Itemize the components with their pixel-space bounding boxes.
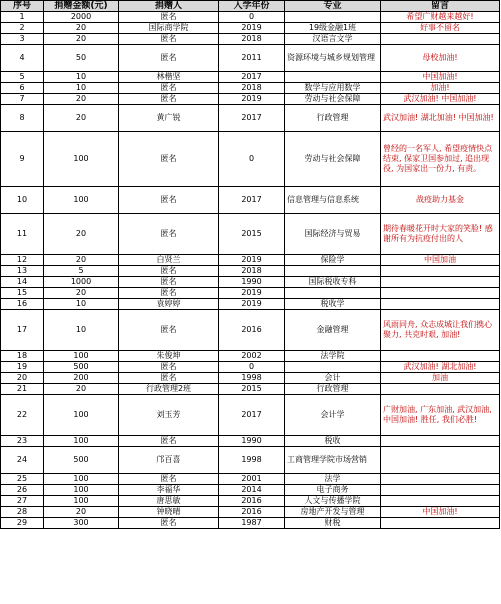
table-row bbox=[1, 436, 500, 447]
cell-major: 税收学 bbox=[285, 299, 381, 310]
cell-no: 17 bbox=[1, 310, 44, 351]
cell-donor: 黄广锐 bbox=[119, 105, 219, 132]
cell-message bbox=[381, 288, 500, 299]
cell-year: 2001 bbox=[219, 474, 285, 485]
header-donor: 捐赠人 bbox=[119, 1, 219, 12]
header-year: 入学年份 bbox=[219, 1, 285, 12]
cell-no: 3 bbox=[1, 34, 44, 45]
cell-donor: 国际商学院 bbox=[119, 23, 219, 34]
cell-amount: 20 bbox=[44, 94, 119, 105]
cell-donor: 匿名 bbox=[119, 83, 219, 94]
cell-amount: 10 bbox=[44, 310, 119, 351]
cell-message: 曾经的一名军人, 希望疫情快点结束, 保家卫国参加过, 追出现役, 为国家出一份力, 有责。 bbox=[381, 132, 500, 187]
cell-no: 29 bbox=[1, 518, 44, 529]
table-row bbox=[1, 310, 500, 351]
cell-no: 18 bbox=[1, 351, 44, 362]
cell-year: 2015 bbox=[219, 214, 285, 255]
cell-message: 武汉加油! 湖北加油! bbox=[381, 362, 500, 373]
cell-year: 2016 bbox=[219, 310, 285, 351]
cell-message bbox=[381, 266, 500, 277]
header-message: 留言 bbox=[381, 1, 500, 12]
cell-donor: 匿名 bbox=[119, 34, 219, 45]
table-row bbox=[1, 496, 500, 507]
cell-major: 信息管理与信息系统 bbox=[285, 187, 381, 214]
cell-no: 28 bbox=[1, 507, 44, 518]
cell-amount: 100 bbox=[44, 496, 119, 507]
cell-amount: 10 bbox=[44, 83, 119, 94]
cell-donor: 匿名 bbox=[119, 518, 219, 529]
cell-year: 2019 bbox=[219, 288, 285, 299]
cell-amount: 20 bbox=[44, 507, 119, 518]
cell-major: 人文与传播学院 bbox=[285, 496, 381, 507]
cell-no: 16 bbox=[1, 299, 44, 310]
cell-no: 10 bbox=[1, 187, 44, 214]
table-row bbox=[1, 277, 500, 288]
cell-donor: 匿名 bbox=[119, 288, 219, 299]
cell-amount: 100 bbox=[44, 132, 119, 187]
table-row bbox=[1, 214, 500, 255]
cell-message: 中国加油! bbox=[381, 72, 500, 83]
cell-major: 会计 bbox=[285, 373, 381, 384]
cell-no: 19 bbox=[1, 362, 44, 373]
cell-amount: 100 bbox=[44, 436, 119, 447]
cell-amount: 300 bbox=[44, 518, 119, 529]
cell-major: 房地产开发与管理 bbox=[285, 507, 381, 518]
table-row bbox=[1, 34, 500, 45]
cell-donor: 李福华 bbox=[119, 485, 219, 496]
cell-year: 2016 bbox=[219, 496, 285, 507]
cell-donor: 朱俊坤 bbox=[119, 351, 219, 362]
cell-no: 9 bbox=[1, 132, 44, 187]
table-row bbox=[1, 132, 500, 187]
cell-no: 7 bbox=[1, 94, 44, 105]
cell-year: 2017 bbox=[219, 395, 285, 436]
cell-no: 13 bbox=[1, 266, 44, 277]
cell-no: 23 bbox=[1, 436, 44, 447]
cell-donor: 匿名 bbox=[119, 373, 219, 384]
cell-year: 2018 bbox=[219, 34, 285, 45]
cell-amount: 100 bbox=[44, 395, 119, 436]
cell-donor: 匿名 bbox=[119, 214, 219, 255]
cell-major bbox=[285, 72, 381, 83]
cell-major: 保险学 bbox=[285, 255, 381, 266]
table-row bbox=[1, 12, 500, 23]
cell-major: 财税 bbox=[285, 518, 381, 529]
cell-amount: 2000 bbox=[44, 12, 119, 23]
cell-donor: 匿名 bbox=[119, 132, 219, 187]
cell-year: 2017 bbox=[219, 105, 285, 132]
table-row bbox=[1, 187, 500, 214]
cell-message: 广财加油, 广东加油, 武汉加油, 中国加油! 胜任, 我们必胜! bbox=[381, 395, 500, 436]
cell-donor: 匿名 bbox=[119, 187, 219, 214]
cell-no: 12 bbox=[1, 255, 44, 266]
cell-amount: 50 bbox=[44, 45, 119, 72]
cell-donor: 唐思敏 bbox=[119, 496, 219, 507]
table-body bbox=[1, 12, 500, 529]
cell-donor: 匿名 bbox=[119, 266, 219, 277]
table-row bbox=[1, 72, 500, 83]
cell-year: 2017 bbox=[219, 72, 285, 83]
cell-message: 中国加油 bbox=[381, 255, 500, 266]
cell-no: 24 bbox=[1, 447, 44, 474]
cell-amount: 20 bbox=[44, 105, 119, 132]
cell-amount: 100 bbox=[44, 474, 119, 485]
cell-amount: 10 bbox=[44, 72, 119, 83]
cell-year: 0 bbox=[219, 132, 285, 187]
cell-message: 武汉加油! 湖北加油! 中国加油! bbox=[381, 105, 500, 132]
cell-message bbox=[381, 299, 500, 310]
cell-no: 1 bbox=[1, 12, 44, 23]
table-row bbox=[1, 362, 500, 373]
cell-message bbox=[381, 447, 500, 474]
table-row bbox=[1, 255, 500, 266]
header-amount: 捐赠金额(元) bbox=[44, 1, 119, 12]
cell-major: 国际税收专科 bbox=[285, 277, 381, 288]
cell-major bbox=[285, 12, 381, 23]
cell-message bbox=[381, 485, 500, 496]
cell-amount: 100 bbox=[44, 187, 119, 214]
cell-no: 25 bbox=[1, 474, 44, 485]
cell-donor: 匿名 bbox=[119, 474, 219, 485]
table-row bbox=[1, 384, 500, 395]
cell-year: 2019 bbox=[219, 299, 285, 310]
cell-amount: 200 bbox=[44, 373, 119, 384]
cell-donor: 匿名 bbox=[119, 94, 219, 105]
cell-year: 1990 bbox=[219, 436, 285, 447]
cell-major: 数学与应用数学 bbox=[285, 83, 381, 94]
cell-message: 期待春暖花开时大家的笑脸! 感谢所有为抗疫付出的人 bbox=[381, 214, 500, 255]
cell-year: 1987 bbox=[219, 518, 285, 529]
cell-year: 0 bbox=[219, 362, 285, 373]
cell-major: 税收 bbox=[285, 436, 381, 447]
cell-year: 2015 bbox=[219, 384, 285, 395]
cell-message: 中国加油! bbox=[381, 507, 500, 518]
cell-donor: 匿名 bbox=[119, 362, 219, 373]
cell-no: 2 bbox=[1, 23, 44, 34]
cell-donor: 邝百喜 bbox=[119, 447, 219, 474]
cell-message bbox=[381, 351, 500, 362]
table-row bbox=[1, 395, 500, 436]
cell-amount: 1000 bbox=[44, 277, 119, 288]
cell-message: 战疫助力基金 bbox=[381, 187, 500, 214]
cell-year: 2018 bbox=[219, 83, 285, 94]
table-row bbox=[1, 485, 500, 496]
cell-amount: 20 bbox=[44, 255, 119, 266]
cell-amount: 500 bbox=[44, 447, 119, 474]
cell-year: 2014 bbox=[219, 485, 285, 496]
cell-message bbox=[381, 474, 500, 485]
header-no: 序号 bbox=[1, 1, 44, 12]
cell-year: 2011 bbox=[219, 45, 285, 72]
cell-year: 1998 bbox=[219, 447, 285, 474]
cell-year: 2019 bbox=[219, 255, 285, 266]
header-row bbox=[1, 1, 500, 12]
cell-major: 法学 bbox=[285, 474, 381, 485]
cell-major bbox=[285, 288, 381, 299]
cell-amount: 20 bbox=[44, 23, 119, 34]
cell-donor: 匿名 bbox=[119, 277, 219, 288]
cell-year: 2018 bbox=[219, 266, 285, 277]
table-row bbox=[1, 447, 500, 474]
cell-message bbox=[381, 496, 500, 507]
table-row bbox=[1, 507, 500, 518]
cell-year: 1998 bbox=[219, 373, 285, 384]
cell-message: 加油! bbox=[381, 83, 500, 94]
cell-message: 母校加油! bbox=[381, 45, 500, 72]
cell-major: 行政管理 bbox=[285, 384, 381, 395]
cell-no: 26 bbox=[1, 485, 44, 496]
cell-message: 武汉加油! 中国加油! bbox=[381, 94, 500, 105]
cell-major: 行政管理 bbox=[285, 105, 381, 132]
cell-donor: 匿名 bbox=[119, 45, 219, 72]
cell-major: 劳动与社会保障 bbox=[285, 132, 381, 187]
cell-donor: 行政管理2班 bbox=[119, 384, 219, 395]
cell-donor: 林楷坚 bbox=[119, 72, 219, 83]
cell-amount: 20 bbox=[44, 34, 119, 45]
table-row bbox=[1, 266, 500, 277]
table-row bbox=[1, 351, 500, 362]
cell-amount: 500 bbox=[44, 362, 119, 373]
cell-message: 风雨同舟, 众志成城让我们携心聚力, 共克时艰, 加油! bbox=[381, 310, 500, 351]
cell-major: 会计学 bbox=[285, 395, 381, 436]
cell-donor: 袁婷婷 bbox=[119, 299, 219, 310]
cell-amount: 20 bbox=[44, 384, 119, 395]
cell-year: 0 bbox=[219, 12, 285, 23]
cell-major bbox=[285, 362, 381, 373]
cell-message bbox=[381, 384, 500, 395]
cell-message: 希望广财越来越好! bbox=[381, 12, 500, 23]
cell-year: 2019 bbox=[219, 23, 285, 34]
cell-donor: 钟晓晴 bbox=[119, 507, 219, 518]
cell-no: 8 bbox=[1, 105, 44, 132]
cell-no: 6 bbox=[1, 83, 44, 94]
cell-donor: 匿名 bbox=[119, 436, 219, 447]
cell-major: 汉语言文学 bbox=[285, 34, 381, 45]
table-row bbox=[1, 518, 500, 529]
table-row bbox=[1, 83, 500, 94]
cell-no: 15 bbox=[1, 288, 44, 299]
cell-amount: 20 bbox=[44, 288, 119, 299]
table-row bbox=[1, 105, 500, 132]
cell-major: 工商管理学院市场营销 bbox=[285, 447, 381, 474]
cell-amount: 5 bbox=[44, 266, 119, 277]
cell-no: 11 bbox=[1, 214, 44, 255]
table-row bbox=[1, 288, 500, 299]
cell-donor: 匿名 bbox=[119, 310, 219, 351]
table-row bbox=[1, 23, 500, 34]
cell-no: 22 bbox=[1, 395, 44, 436]
cell-no: 21 bbox=[1, 384, 44, 395]
cell-major: 劳动与社会保障 bbox=[285, 94, 381, 105]
cell-message bbox=[381, 436, 500, 447]
cell-amount: 100 bbox=[44, 351, 119, 362]
cell-amount: 20 bbox=[44, 214, 119, 255]
cell-message bbox=[381, 277, 500, 288]
table-row bbox=[1, 299, 500, 310]
cell-no: 27 bbox=[1, 496, 44, 507]
cell-no: 14 bbox=[1, 277, 44, 288]
cell-major: 资源环境与城乡规划管理 bbox=[285, 45, 381, 72]
cell-major: 法学院 bbox=[285, 351, 381, 362]
cell-donor: 刘玉芳 bbox=[119, 395, 219, 436]
table-row bbox=[1, 474, 500, 485]
cell-year: 2019 bbox=[219, 94, 285, 105]
cell-major: 金融管理 bbox=[285, 310, 381, 351]
cell-major bbox=[285, 266, 381, 277]
cell-amount: 10 bbox=[44, 299, 119, 310]
cell-major: 电子商务 bbox=[285, 485, 381, 496]
cell-year: 2016 bbox=[219, 507, 285, 518]
cell-message bbox=[381, 518, 500, 529]
cell-year: 2002 bbox=[219, 351, 285, 362]
cell-no: 4 bbox=[1, 45, 44, 72]
cell-major: 19级金融1班 bbox=[285, 23, 381, 34]
cell-year: 1990 bbox=[219, 277, 285, 288]
cell-message: 加油 bbox=[381, 373, 500, 384]
cell-amount: 100 bbox=[44, 485, 119, 496]
cell-message: 好事不留名 bbox=[381, 23, 500, 34]
header-major: 专业 bbox=[285, 1, 381, 12]
cell-year: 2017 bbox=[219, 187, 285, 214]
table-row bbox=[1, 373, 500, 384]
cell-donor: 匿名 bbox=[119, 12, 219, 23]
table-row bbox=[1, 45, 500, 72]
cell-message bbox=[381, 34, 500, 45]
table-row bbox=[1, 94, 500, 105]
cell-major: 国际经济与贸易 bbox=[285, 214, 381, 255]
cell-donor: 白贤兰 bbox=[119, 255, 219, 266]
cell-no: 20 bbox=[1, 373, 44, 384]
cell-no: 5 bbox=[1, 72, 44, 83]
